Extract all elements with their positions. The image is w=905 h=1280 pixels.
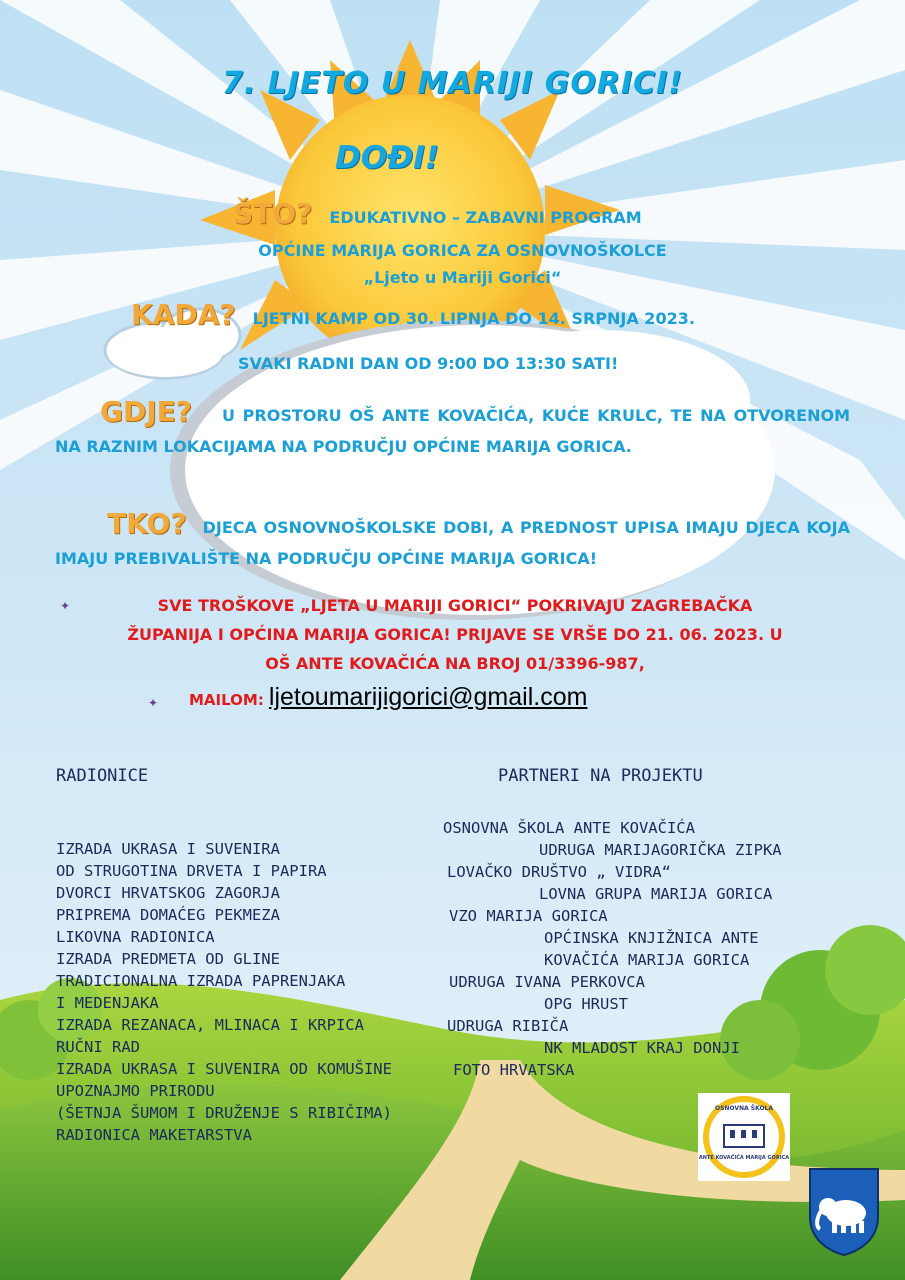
partner-item: OPĆINSKA KNJIŽNICA ANTE — [544, 929, 759, 947]
logo-bottom-text: ANTE KOVAČIĆA MARIJA GORICA — [698, 1155, 790, 1161]
partner-item: OSNOVNA ŠKOLA ANTE KOVAČIĆA — [443, 819, 695, 837]
radionice-item: UPOZNAJMO PRIRODU — [56, 1082, 215, 1100]
bullet-icon: ✦ — [60, 599, 71, 613]
tko-label: TKO? — [107, 507, 187, 540]
sto-line2: OPĆINE MARIJA GORICA ZA OSNOVNOŠKOLCE — [258, 241, 667, 260]
radionice-item: LIKOVNA RADIONICA — [56, 928, 215, 946]
partneri-heading: PARTNERI NA PROJEKTU — [498, 766, 703, 786]
kada-line1: LJETNI KAMP OD 30. LIPNJA DO 14. SRPNJA 2023. — [252, 309, 695, 328]
notice-line3: OŠ ANTE KOVAČIĆA NA BROJ 01/3396-987, — [265, 654, 645, 673]
kada-line2: SVAKI RADNI DAN OD 9:00 DO 13:30 SATI! — [238, 354, 619, 373]
radionice-item: PRIPREMA DOMAĆEG PEKMEZA — [56, 906, 280, 924]
notice-line1: SVE TROŠKOVE „LJETA U MARIJI GORICI“ POKRIVAJU ZAGREBAČKA — [157, 596, 753, 615]
radionice-item: I MEDENJAKA — [56, 994, 159, 1012]
partner-item: FOTO HRVATSKA — [453, 1061, 575, 1079]
sto-label: ŠTO? — [233, 197, 313, 230]
partner-item: LOVNA GRUPA MARIJA GORICA — [539, 885, 773, 903]
radionice-item: (ŠETNJA ŠUMOM I DRUŽENJE S RIBIČIMA) — [56, 1104, 392, 1122]
mail-label: MAILOM: — [189, 691, 264, 709]
page-subtitle: DOĐI! — [335, 140, 439, 176]
logo-top-text: OSNOVNA ŠKOLA — [714, 1105, 774, 1112]
notice-line2: ŽUPANIJA I OPĆINA MARIJA GORICA! PRIJAVE SE VRŠE DO 21. 06. 2023. U — [127, 625, 783, 644]
partner-item: VZO MARIJA GORICA — [449, 907, 608, 925]
partner-item: UDRUGA IVANA PERKOVCA — [449, 973, 645, 991]
radionice-item: RUČNI RAD — [56, 1038, 140, 1056]
school-logo — [698, 1093, 790, 1181]
partner-item: KOVAČIĆA MARIJA GORICA — [544, 951, 750, 969]
kada-section — [131, 298, 695, 331]
sto-line1: EDUKATIVNO – ZABAVNI PROGRAM — [329, 208, 642, 227]
radionice-item: IZRADA REZANACA, MLINACA I KRPICA — [56, 1016, 364, 1034]
partner-item: NK MLADOST KRAJ DONJI — [544, 1039, 740, 1057]
page-title: 7. LJETO U MARIJI GORICI! — [221, 66, 684, 101]
partner-item: OPG HRUST — [544, 995, 628, 1013]
partner-item: UDRUGA RIBIČA — [447, 1017, 569, 1035]
mail-row — [189, 683, 587, 715]
partner-item: UDRUGA MARIJAGORIČKA ZIPKA — [539, 841, 782, 859]
radionice-item: IZRADA PREDMETA OD GLINE — [56, 950, 280, 968]
bullet-icon: ✦ — [148, 696, 159, 710]
coat-of-arms-icon — [808, 1167, 880, 1257]
sto-section — [233, 197, 642, 230]
radionice-item: RADIONICA MAKETARSTVA — [56, 1126, 252, 1144]
radionice-item: IZRADA UKRASA I SUVENIRA — [56, 840, 280, 858]
email-link[interactable]: ljetoumarijigorici@gmail.com — [268, 683, 588, 711]
tko-text: DJECA OSNOVNOŠKOLSKE DOBI, A PREDNOST UPISA IMAJU DJECA KOJA IMAJU PREBIVALIŠTE NA PODRUČJU OPĆINE MARIJA GORICA! — [55, 518, 850, 568]
sto-line3: „Ljeto u Mariji Gorici“ — [363, 268, 562, 287]
gdje-label: GDJE? — [100, 395, 193, 428]
radionice-list — [56, 838, 392, 1146]
radionice-item: OD STRUGOTINA DRVETA I PAPIRA — [56, 862, 327, 880]
radionice-item: TRADICIONALNA IZRADA PAPRENJAKA — [56, 972, 346, 990]
partneri-list — [443, 817, 863, 1081]
radionice-item: IZRADA UKRASA I SUVENIRA OD KOMUŠINE — [56, 1060, 392, 1078]
radionice-item: DVORCI HRVATSKOG ZAGORJA — [56, 884, 280, 902]
radionice-heading: RADIONICE — [56, 766, 149, 786]
partner-item: LOVAČKO DRUŠTVO „ VIDRA“ — [447, 863, 671, 881]
gdje-section — [55, 396, 850, 462]
gdje-text: U PROSTORU OŠ ANTE KOVAČIĆA, KUĆE KRULC, TE NA OTVORENOM NA RAZNIM LOKACIJAMA NA PODRUČJU OPĆINE MARIJA GORICA. — [55, 406, 850, 456]
kada-label: KADA? — [131, 298, 236, 331]
tko-section — [55, 508, 850, 574]
